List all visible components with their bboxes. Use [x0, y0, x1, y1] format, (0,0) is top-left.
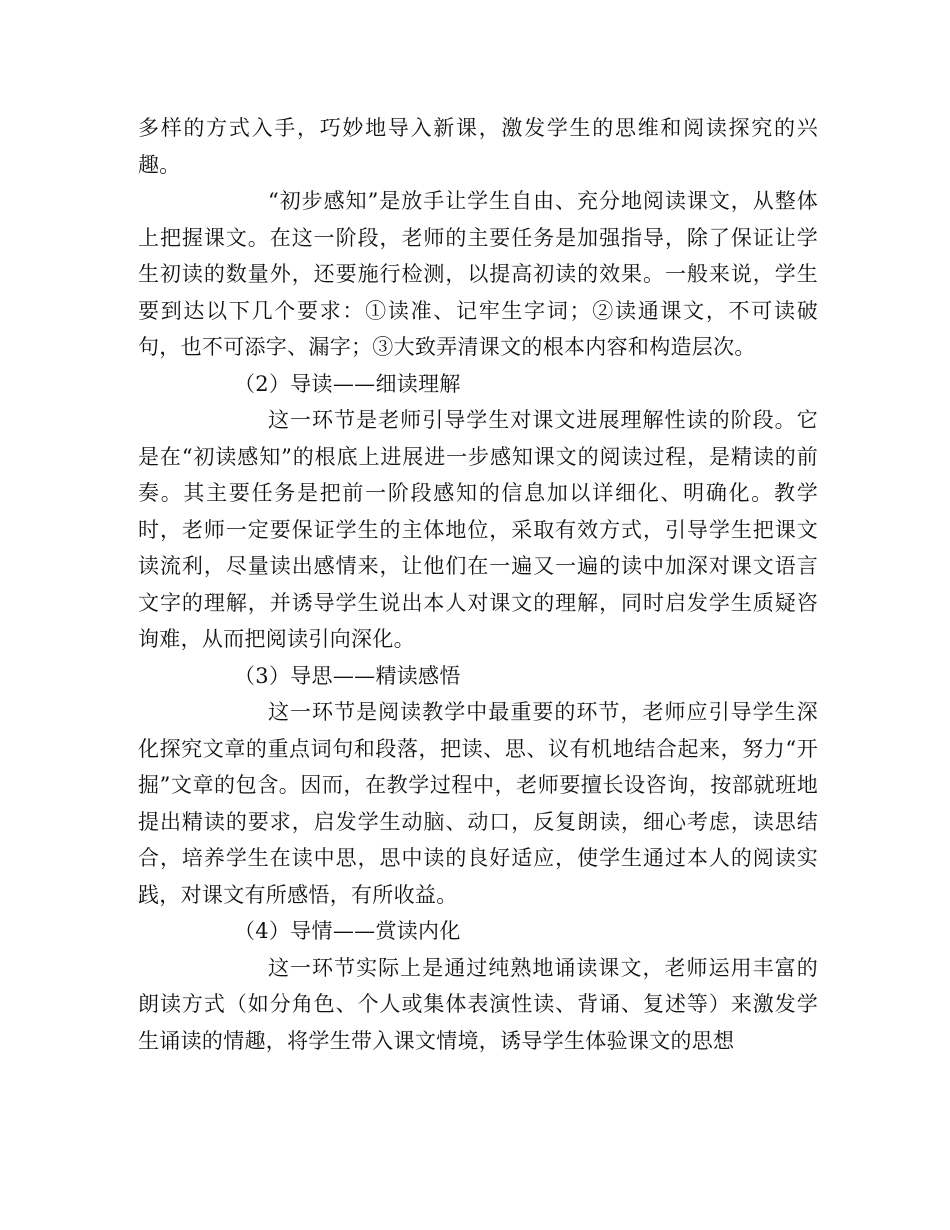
- section-heading-guided-emotion: （4）导情——赏读内化: [234, 919, 461, 943]
- paragraph-guided-emotion: 这一环节实际上是通过纯熟地诵读课文，老师运用丰富的朗读方式（如分角色、个人或集体表演性读、背诵、复述等）来激发学生诵读的情趣，将学生带入课文情境，诱导学生体验课文的思想: [138, 955, 818, 1053]
- section-heading-guided-thinking: （3）导思——精读感悟: [234, 663, 461, 688]
- document-body: [138, 110, 818, 1059]
- paragraph-initial-perception: “初步感知”是放手让学生自由、充分地阅读课文，从整体上把握课文。在这一阶段，老师的主要任务是加强指导，除了保证让学生初读的数量外，还要施行检测，以提高初读的效果。一般来说，学生要到达以下几个要求：①读准、记牢生字词；②读通课文，不可读破句，也不可添字、漏字；③大致弄清课文的根本内容和构造层次。: [138, 189, 818, 359]
- paragraph-continuation: 多样的方式入手，巧妙地导入新课，激发学生的思维和阅读探究的兴趣。: [138, 116, 818, 177]
- paragraph-guided-thinking: 这一环节是阅读教学中最重要的环节，老师应引导学生深化探究文章的重点词句和段落，把读、思、议有机地结合起来，努力“开掘”文章的包含。因而，在教学过程中，老师要擅长设咨询，按部就班地提出精读的要求，启发学生动脑、动口，反复朗读，细心考虑，读思结合，培养学生在读中思，思中读的良好适应，使学生通过本人的阅读实践，对课文有所感悟，有所收益。: [138, 700, 818, 907]
- section-heading-guided-reading: （2）导读——细读理解: [234, 371, 461, 396]
- paragraph-guided-reading: 这一环节是老师引导学生对课文进展理解性读的阶段。它是在“初读感知”的根底上进展进一步感知课文的阅读过程，是精读的前奏。其主要任务是把前一阶段感知的信息加以详细化、明确化。教学时，老师一定要保证学生的主体地位，采取有效方式，引导学生把课文读流利，尽量读出感情来，让他们在一遍又一遍的读中加深对课文语言文字的理解，并诱导学生说出本人对课文的理解，同时启发学生质疑咨询难，从而把阅读引向深化。: [138, 408, 818, 651]
